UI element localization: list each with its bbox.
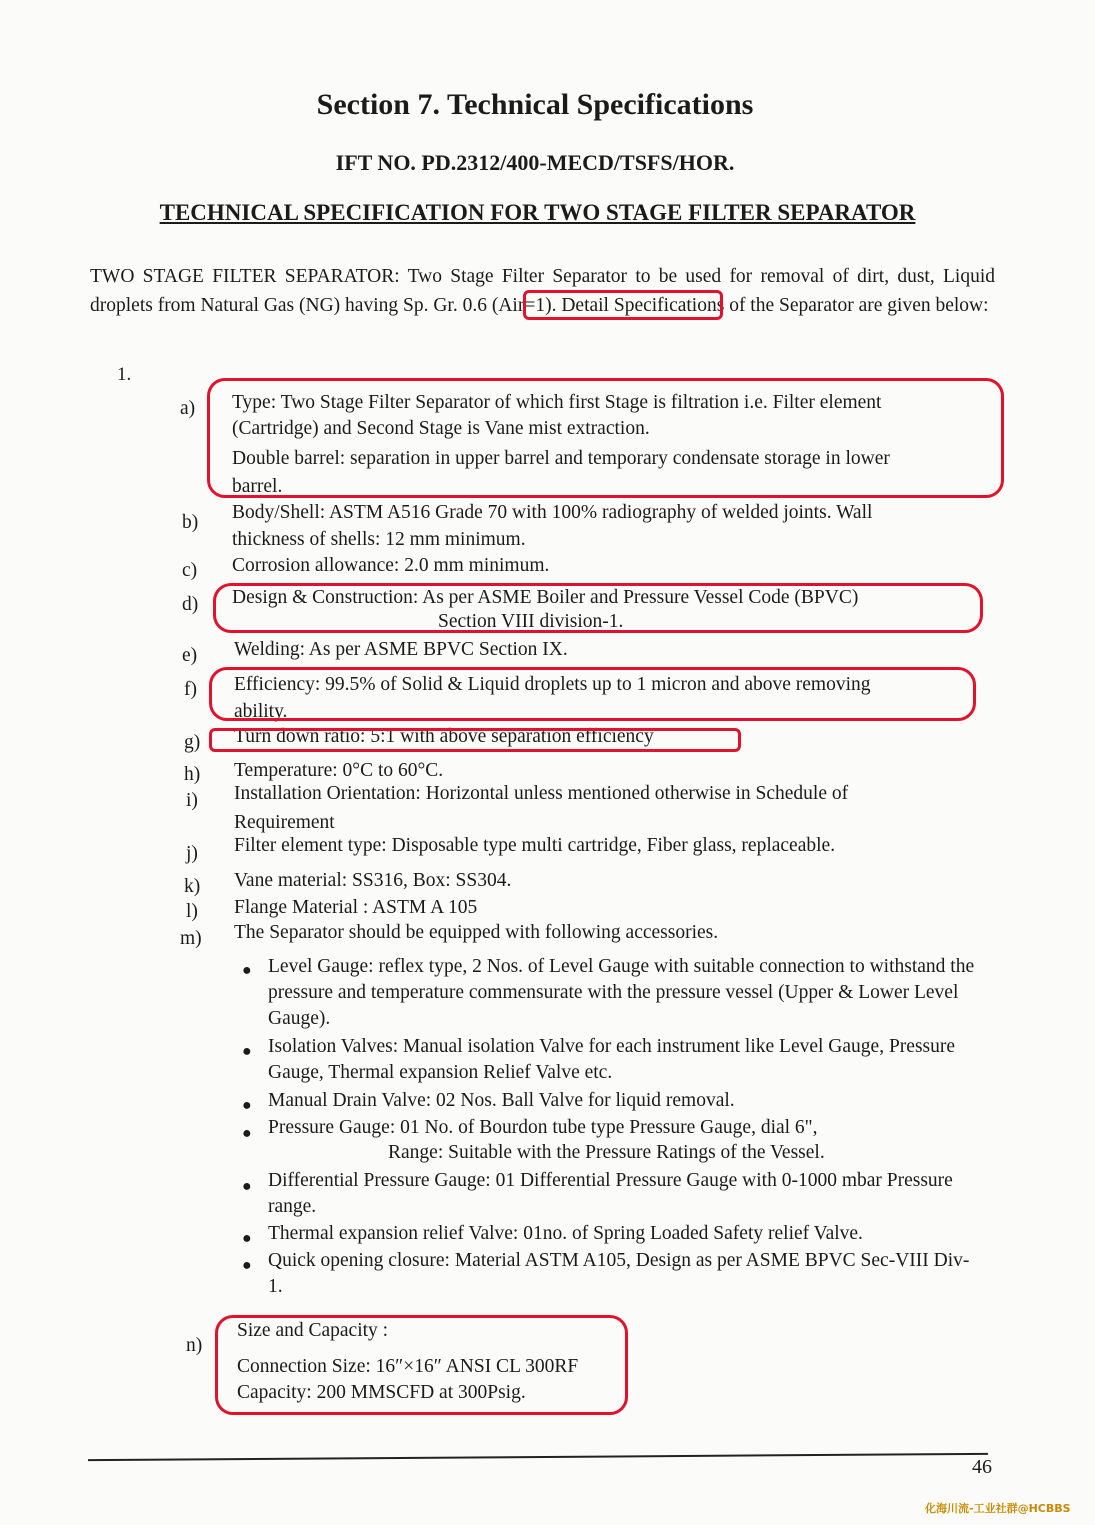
item-label-l: l) [186, 901, 198, 922]
spec-heading: TECHNICAL SPECIFICATION FOR TWO STAGE FILTER SEPARATOR [159, 200, 916, 225]
item-a-line4: barrel. [232, 476, 283, 497]
bullet-icon: ● [242, 1178, 252, 1195]
item-a-line2: (Cartridge) and Second Stage is Vane mist extraction. [232, 418, 650, 439]
item-g-text: Turn down ratio: 5:1 with above separation efficiency [234, 726, 654, 747]
item-f-line1: Efficiency: 99.5% of Solid & Liquid droplets up to 1 micron and above removing [234, 674, 871, 695]
item-label-d: d) [182, 594, 199, 615]
item-k-text: Vane material: SS316, Box: SS304. [234, 870, 512, 891]
item-f-line2: ability. [234, 701, 288, 722]
accessory-item: Differential Pressure Gauge: 01 Differential Pressure Gauge with 0-1000 mbar Pressure range. [268, 1170, 953, 1217]
item-d-line1: Design & Construction: As per ASME Boiler and Pressure Vessel Code (BPVC) [232, 587, 859, 608]
bullet-icon: ● [242, 1257, 252, 1274]
sp-gr-value: Sp. Gr. 0.6 (Air=1). [403, 295, 557, 316]
item-label-n: n) [186, 1335, 203, 1356]
intro-text-before: TWO STAGE FILTER SEPARATOR: Two Stage Filter Separator to be used for removal of dirt, dust, Liquid droplets from Natural Gas (NG) having [90, 266, 995, 316]
item-n-connection: Connection Size: 16″×16″ ANSI CL 300RF [237, 1356, 579, 1377]
accessory-item: Isolation Valves: Manual isolation Valve for each instrument like Level Gauge, Pressure Gauge, Thermal expansion Relief Valve etc. [268, 1036, 956, 1083]
bullet-icon: ● [242, 1043, 252, 1060]
item-label-a: a) [180, 398, 196, 419]
item-label-k: k) [184, 876, 201, 897]
intro-text-after: Detail Specifications of the Separator are given below: [556, 295, 989, 316]
item-j-text: Filter element type: Disposable type multi cartridge, Fiber glass, replaceable. [234, 835, 836, 856]
highlight-item-a [207, 378, 1004, 498]
item-label-h: h) [184, 764, 201, 785]
accessory-item: Level Gauge: reflex type, 2 Nos. of Level Gauge with suitable connection to withstand the pressure and temperature commensurate with the pressure vessel (Upper & Lower Level Gauge). [268, 956, 975, 1029]
ift-number: IFT NO. PD.2312/400-MECD/TSFS/HOR. [335, 150, 735, 175]
footer-rule [88, 1453, 988, 1461]
item-label-e: e) [182, 645, 198, 666]
accessory-item: Manual Drain Valve: 02 Nos. Ball Valve for liquid removal. [268, 1090, 735, 1111]
highlight-item-d [213, 583, 983, 633]
item-i-line2: Requirement [234, 812, 335, 833]
item-label-i: i) [186, 790, 198, 811]
item-h-text: Temperature: 0°C to 60°C. [234, 760, 444, 781]
accessory-item: Thermal expansion relief Valve: 01no. of Spring Loaded Safety relief Valve. [268, 1223, 863, 1244]
item-label-f: f) [184, 679, 197, 700]
item-n-capacity: Capacity: 200 MMSCFD at 300Psig. [237, 1382, 526, 1403]
accessory-item-line2: Range: Suitable with the Pressure Ratings of the Vessel. [388, 1142, 825, 1163]
item-i-line1: Installation Orientation: Horizontal unless mentioned otherwise in Schedule of [234, 783, 849, 804]
accessory-item: Quick opening closure: Material ASTM A105, Design as per ASME BPVC Sec-VIII Div-1. [268, 1250, 970, 1297]
bullet-icon: ● [242, 1097, 252, 1114]
bullet-icon: ● [242, 962, 252, 979]
item-e-text: Welding: As per ASME BPVC Section IX. [234, 639, 568, 660]
item-c-text: Corrosion allowance: 2.0 mm minimum. [232, 555, 550, 576]
highlight-sp-gr [523, 290, 723, 320]
item-label-g: g) [184, 732, 201, 753]
item-n-heading: Size and Capacity : [237, 1320, 389, 1341]
accessory-item-line1: Pressure Gauge: 01 No. of Bourdon tube type Pressure Gauge, dial 6", [268, 1117, 818, 1138]
item-m-text: The Separator should be equipped with following accessories. [234, 922, 719, 943]
bullet-icon: ● [242, 1230, 252, 1247]
page-number: 46 [972, 1456, 992, 1478]
item-l-text: Flange Material : ASTM A 105 [234, 897, 478, 918]
item-label-m: m) [180, 928, 202, 949]
item-label-c: c) [182, 560, 198, 581]
bullet-icon: ● [242, 1125, 252, 1142]
item-b-line1: Body/Shell: ASTM A516 Grade 70 with 100% radiography of welded joints. Wall [232, 502, 873, 523]
item-a-line1: Type: Two Stage Filter Separator of which first Stage is filtration i.e. Filter element [232, 392, 882, 413]
item-a-line3: Double barrel: separation in upper barrel and temporary condensate storage in lower [232, 448, 890, 469]
item-label-j: j) [186, 843, 198, 864]
watermark: 化海川流-工业社群@HCBBS [925, 1502, 1071, 1515]
item-d-line2: Section VIII division-1. [438, 611, 624, 632]
list-number: 1. [117, 364, 132, 385]
section-title: Section 7. Technical Specifications [316, 88, 754, 121]
item-label-b: b) [182, 512, 199, 533]
item-b-line2: thickness of shells: 12 mm minimum. [232, 529, 526, 550]
highlight-item-f [209, 667, 976, 721]
highlight-item-n [215, 1315, 628, 1415]
highlight-item-g [209, 728, 741, 752]
